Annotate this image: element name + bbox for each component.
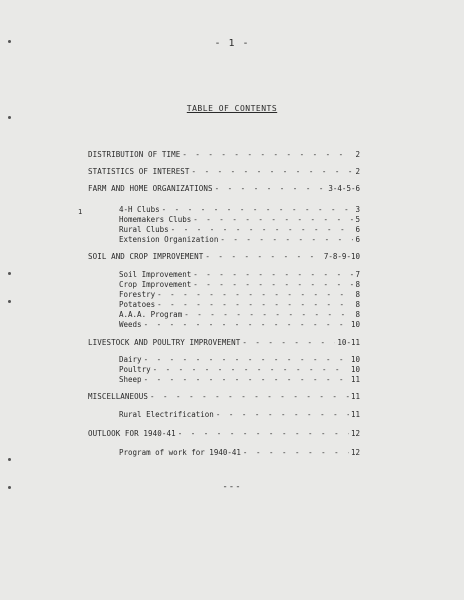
toc-subentry-forestry: [119, 290, 360, 300]
toc-entry-label: Sheep: [119, 375, 142, 384]
dot-leader: [220, 235, 353, 245]
margin-punch-mark: [8, 458, 11, 461]
toc-entry-label: FARM AND HOME ORGANIZATIONS: [88, 184, 213, 193]
toc-entry-page: 2: [355, 150, 360, 159]
toc-subentry-weeds: [119, 320, 360, 330]
page-number: - 1 -: [214, 38, 250, 49]
toc-entry-page: 12: [350, 429, 360, 438]
toc-subentry-program-of-work: [119, 448, 360, 458]
toc-entry-page: 8: [355, 280, 360, 289]
toc-entry-page: 6: [355, 235, 360, 244]
toc-entry-page: 8: [355, 310, 360, 319]
toc-subentry-rural-clubs: [119, 225, 360, 235]
toc-entry-page: 5: [355, 215, 360, 224]
toc-subentry-4h-clubs: [119, 205, 360, 215]
toc-entry-page: 11: [350, 375, 360, 384]
toc-entry-label: Potatoes: [119, 300, 156, 309]
margin-punch-mark: [8, 272, 11, 275]
toc-entry-page: 10-11: [337, 338, 360, 347]
toc-entry-page: 7: [355, 270, 360, 279]
toc-subentry-rural-electrification: [119, 410, 360, 420]
dot-leader: [144, 320, 349, 330]
toc-entry-page: 3-4-5-6: [328, 184, 360, 193]
dot-leader: [215, 184, 327, 194]
toc-entry-label: Dairy: [119, 355, 142, 364]
toc-entry-label: Soil Improvement: [119, 270, 192, 279]
dot-leader: [144, 355, 349, 365]
toc-subentry-soil-improvement: [119, 270, 360, 280]
dot-leader: [216, 410, 349, 420]
toc-entry-livestock-and-poultry-improvement: [88, 338, 360, 348]
dot-leader: [150, 392, 349, 402]
table-of-contents: [88, 0, 360, 600]
dot-leader: [193, 270, 353, 280]
dot-leader: [242, 338, 335, 348]
toc-subentry-homemakers-clubs: [119, 215, 360, 225]
footer-mark: ---: [222, 482, 242, 492]
toc-entry-label: Rural Electrification: [119, 410, 214, 419]
dot-leader: [192, 167, 354, 177]
dot-leader: [144, 375, 349, 385]
toc-entry-label: STATISTICS OF INTEREST: [88, 167, 190, 176]
dot-leader: [178, 429, 349, 439]
dot-leader: [162, 205, 354, 215]
toc-entry-page: 3: [355, 205, 360, 214]
toc-entry-outlook-for-1940-41: [88, 429, 360, 439]
toc-entry-page: 10: [350, 320, 360, 329]
dot-leader: [193, 280, 353, 290]
dot-leader: [243, 448, 349, 458]
toc-entry-miscellaneous: [88, 392, 360, 402]
dot-leader: [205, 252, 321, 262]
toc-entry-page: 12: [350, 448, 360, 457]
toc-subentry-aaa-program: [119, 310, 360, 320]
toc-entry-page: 11: [350, 410, 360, 419]
toc-subentry-extension-organization: [119, 235, 360, 245]
toc-entry-page: 7-8-9-10: [323, 252, 360, 261]
toc-entry-label: Extension Organization: [119, 235, 219, 244]
toc-entry-page: 6: [355, 225, 360, 234]
dot-leader: [157, 290, 353, 300]
toc-entry-label: DISTRIBUTION OF TIME: [88, 150, 181, 159]
toc-entry-distribution-of-time: [88, 150, 360, 160]
toc-entry-soil-and-crop-improvement: [88, 252, 360, 262]
toc-entry-label: OUTLOOK FOR 1940-41: [88, 429, 176, 438]
dot-leader: [153, 365, 349, 375]
toc-entry-page: 10: [350, 365, 360, 374]
dot-leader: [182, 150, 353, 160]
margin-punch-mark: [8, 116, 11, 119]
toc-entry-page: 2: [355, 167, 360, 176]
dot-leader: [184, 310, 353, 320]
toc-entry-label: LIVESTOCK AND POULTRY IMPROVEMENT: [88, 338, 241, 347]
toc-entry-statistics-of-interest: [88, 167, 360, 177]
margin-punch-mark: [8, 300, 11, 303]
toc-subentry-dairy: [119, 355, 360, 365]
toc-entry-label: 4-H Clubs: [119, 205, 160, 214]
toc-subentry-potatoes: [119, 300, 360, 310]
toc-subentry-sheep: [119, 375, 360, 385]
toc-subentry-poultry: [119, 365, 360, 375]
toc-entry-page: 8: [355, 290, 360, 299]
toc-subentry-crop-improvement: [119, 280, 360, 290]
dot-leader: [157, 300, 353, 310]
toc-entry-label: Homemakers Clubs: [119, 215, 192, 224]
toc-entry-label: Weeds: [119, 320, 142, 329]
toc-entry-page: 10: [350, 355, 360, 364]
toc-entry-label: SOIL AND CROP IMPROVEMENT: [88, 252, 204, 261]
dot-leader: [171, 225, 354, 235]
toc-title: TABLE OF CONTENTS: [186, 104, 278, 113]
toc-entry-label: Rural Clubs: [119, 225, 169, 234]
toc-entry-label: Program of work for 1940-41: [119, 448, 241, 457]
toc-entry-page: 8: [355, 300, 360, 309]
toc-entry-label: Crop Improvement: [119, 280, 192, 289]
toc-entry-label: A.A.A. Program: [119, 310, 183, 319]
toc-entry-label: Forestry: [119, 290, 156, 299]
toc-entry-farm-and-home-organizations: [88, 184, 360, 194]
stray-mark: 1: [78, 208, 83, 216]
dot-leader: [193, 215, 353, 225]
toc-entry-label: MISCELLANEOUS: [88, 392, 148, 401]
toc-entry-page: 11: [350, 392, 360, 401]
toc-entry-label: Poultry: [119, 365, 151, 374]
